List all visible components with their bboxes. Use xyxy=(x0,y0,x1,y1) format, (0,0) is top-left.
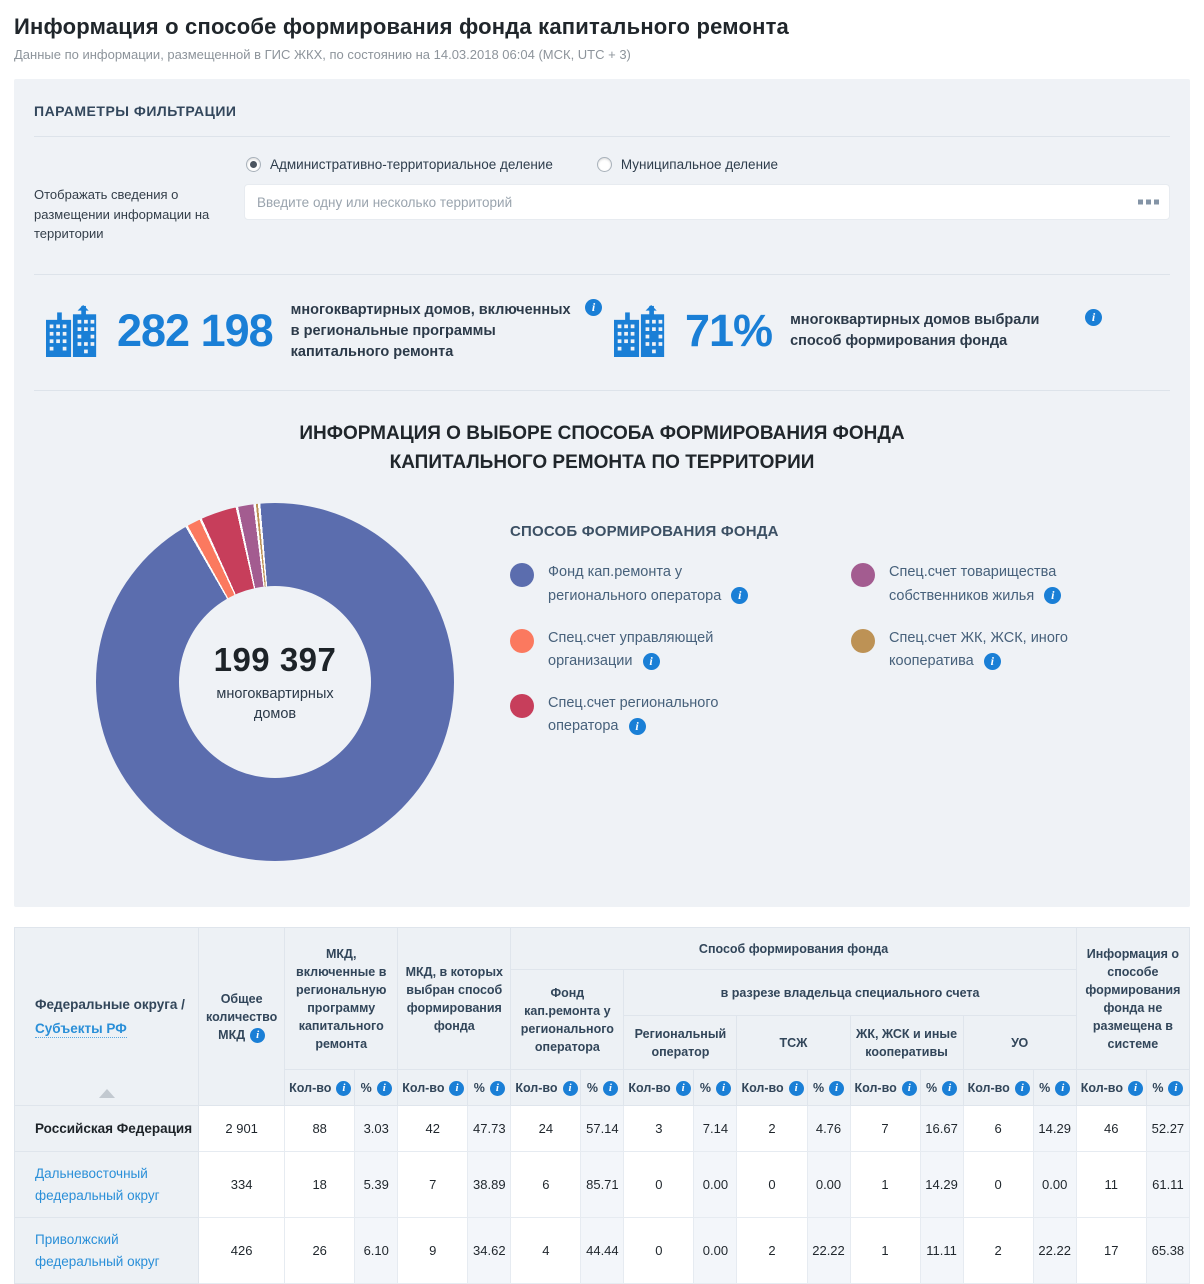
info-icon[interactable]: i xyxy=(603,1081,618,1096)
table-cell: 3.03 xyxy=(355,1106,398,1152)
table-cell: 0 xyxy=(624,1218,694,1284)
table-cell: 22.22 xyxy=(1033,1218,1076,1284)
info-icon[interactable]: i xyxy=(377,1081,392,1096)
table-cell: 4 xyxy=(511,1218,581,1284)
donut-center xyxy=(179,586,371,778)
stat-total-text: многоквартирных домов, включенных в региональные программы капитального ремонта xyxy=(290,301,571,360)
col-header-chosen: МКД, в которых выбран способ формирования фонда xyxy=(398,928,511,1070)
table-cell: 17 xyxy=(1076,1218,1146,1284)
table-cell: 0 xyxy=(737,1152,807,1218)
stat-total-description xyxy=(291,300,602,363)
table-cell: 334 xyxy=(199,1152,285,1218)
summary-panel xyxy=(14,79,1190,907)
legend-dot xyxy=(510,563,534,587)
chart-title-line1: ИНФОРМАЦИЯ О ВЫБОРЕ СПОСОБА ФОРМИРОВАНИЯ ФОНДА xyxy=(299,422,905,444)
row-name xyxy=(15,1218,199,1284)
info-icon[interactable]: i xyxy=(1055,1081,1070,1096)
table-cell: 2 xyxy=(963,1218,1033,1284)
table-cell: 1 xyxy=(850,1218,920,1284)
territory-input[interactable] xyxy=(244,184,1170,220)
legend-dot xyxy=(851,563,875,587)
stat-percent-text: многоквартирных домов выбрали способ формирования фонда xyxy=(790,312,1040,350)
region-link[interactable]: Приволжский федеральный округ xyxy=(35,1232,160,1269)
radio-municipal-division[interactable] xyxy=(597,157,778,172)
donut-center-label: многоквартирных домов xyxy=(216,685,334,722)
subheader-pct: % i xyxy=(468,1070,511,1106)
radio-admin-division[interactable] xyxy=(246,157,553,172)
legend-dot xyxy=(851,629,875,653)
subheader-count: Кол-во i xyxy=(737,1070,807,1106)
table-cell: 0.00 xyxy=(807,1152,850,1218)
stat-percent-chosen xyxy=(602,300,1170,363)
chart-legend xyxy=(510,503,1101,861)
subjects-rf-link[interactable]: Субъекты РФ xyxy=(35,1020,127,1036)
stats-section xyxy=(14,275,1190,390)
regions-table xyxy=(14,927,1190,1284)
info-icon[interactable]: i xyxy=(731,587,748,604)
chart-section xyxy=(14,391,1190,908)
subheader-pct: % i xyxy=(355,1070,398,1106)
table-cell: 4.76 xyxy=(807,1106,850,1152)
table-cell: 47.73 xyxy=(468,1106,511,1152)
info-icon[interactable]: i xyxy=(643,653,660,670)
subheader-pct: % i xyxy=(1033,1070,1076,1106)
table-cell: 42 xyxy=(398,1106,468,1152)
info-icon[interactable]: i xyxy=(942,1081,957,1096)
subheader-pct: % i xyxy=(920,1070,963,1106)
table-cell: 0 xyxy=(624,1152,694,1218)
info-icon[interactable]: i xyxy=(1128,1081,1143,1096)
table-cell: 9 xyxy=(398,1218,468,1284)
territory-filter-label: Отображать сведения о размещении информации на территории xyxy=(34,187,210,241)
stat-percent-description xyxy=(790,310,1102,352)
info-icon[interactable]: i xyxy=(490,1081,505,1096)
table-cell: 0.00 xyxy=(1033,1152,1076,1218)
col-header-tsj: ТСЖ xyxy=(737,1016,850,1070)
info-icon[interactable]: i xyxy=(449,1081,464,1096)
subheader-pct: % i xyxy=(807,1070,850,1106)
legend-item-tsj-account: Спец.счет товарищества собственников жилья i xyxy=(851,561,1101,607)
table-cell: 6.10 xyxy=(355,1218,398,1284)
col-header-fund-regop: Фонд кап.ремонта у регионального оператора xyxy=(511,970,624,1070)
stat-percent-value: 71% xyxy=(685,305,773,357)
col-header-included: МКД, включенные в региональную программу капитального ремонта xyxy=(285,928,398,1070)
table-cell: 0.00 xyxy=(694,1218,737,1284)
table-cell: 46 xyxy=(1076,1106,1146,1152)
subheader-count: Кол-во i xyxy=(511,1070,581,1106)
subheader-count: Кол-во i xyxy=(624,1070,694,1106)
info-icon[interactable]: i xyxy=(1044,587,1061,604)
col-header-regions: Федеральные округа / Субъекты РФ xyxy=(15,928,199,1106)
table-cell: 16.67 xyxy=(920,1106,963,1152)
divider xyxy=(34,136,1170,137)
table-cell: 52.27 xyxy=(1146,1106,1189,1152)
legend-item-coop-account: Спец.счет ЖК, ЖСК, иного кооператива i xyxy=(851,627,1101,673)
donut-center-value: 199 397 xyxy=(213,640,337,678)
table-cell: 65.38 xyxy=(1146,1218,1189,1284)
col-header-uo: УО xyxy=(963,1016,1076,1070)
row-name xyxy=(15,1152,199,1218)
col-header-regop: Региональный оператор xyxy=(624,1016,737,1070)
row-name: Российская Федерация xyxy=(15,1106,199,1152)
info-icon[interactable]: i xyxy=(1085,309,1102,326)
col-header-coop: ЖК, ЖСК и иные кооперативы xyxy=(850,1016,963,1070)
table-cell: 7.14 xyxy=(694,1106,737,1152)
table-cell: 14.29 xyxy=(920,1152,963,1218)
info-icon[interactable]: i xyxy=(1168,1081,1183,1096)
table-cell: 44.44 xyxy=(581,1218,624,1284)
table-cell: 1 xyxy=(850,1152,920,1218)
table-cell: 34.62 xyxy=(468,1218,511,1284)
table-cell: 24 xyxy=(511,1106,581,1152)
subheader-count: Кол-во i xyxy=(398,1070,468,1106)
radio-selected-icon xyxy=(246,157,261,172)
info-icon[interactable]: i xyxy=(716,1081,731,1096)
table-cell: 2 901 xyxy=(199,1106,285,1152)
info-icon[interactable]: i xyxy=(984,653,1001,670)
info-icon[interactable]: i xyxy=(563,1081,578,1096)
info-icon[interactable]: i xyxy=(336,1081,351,1096)
table-cell: 426 xyxy=(199,1218,285,1284)
region-link[interactable]: Дальневосточный федеральный округ xyxy=(35,1166,160,1203)
table-cell: 2 xyxy=(737,1106,807,1152)
table-cell: 6 xyxy=(511,1152,581,1218)
stat-total-value: 282 198 xyxy=(117,305,273,357)
legend-title: СПОСОБ ФОРМИРОВАНИЯ ФОНДА xyxy=(510,523,779,541)
table-cell: 7 xyxy=(850,1106,920,1152)
table-cell: 2 xyxy=(737,1218,807,1284)
page-title: Информация о способе формирования фонда капитального ремонта xyxy=(14,14,789,39)
info-icon[interactable]: i xyxy=(676,1081,691,1096)
table-cell: 5.39 xyxy=(355,1152,398,1218)
table-cell: 26 xyxy=(285,1218,355,1284)
info-icon[interactable]: i xyxy=(250,1028,265,1043)
info-icon[interactable]: i xyxy=(1015,1081,1030,1096)
info-icon[interactable]: i xyxy=(629,718,646,735)
chart-title xyxy=(74,419,1130,478)
radio-admin-label: Административно-территориальное деление xyxy=(270,157,553,172)
info-icon[interactable]: i xyxy=(902,1081,917,1096)
filter-section xyxy=(14,79,1190,274)
legend-item-regop-account: Спец.счет регионального оператора i xyxy=(510,692,851,738)
info-icon[interactable]: i xyxy=(829,1081,844,1096)
info-icon[interactable]: i xyxy=(789,1081,804,1096)
table-cell: 22.22 xyxy=(807,1218,850,1284)
table-cell: 14.29 xyxy=(1033,1106,1076,1152)
table-cell: 6 xyxy=(963,1106,1033,1152)
table-cell: 88 xyxy=(285,1106,355,1152)
subheader-count: Кол-во i xyxy=(1076,1070,1146,1106)
legend-dot xyxy=(510,694,534,718)
legend-dot xyxy=(510,629,534,653)
table-cell: 18 xyxy=(285,1152,355,1218)
table-cell: 11 xyxy=(1076,1152,1146,1218)
table-cell: 0 xyxy=(963,1152,1033,1218)
col-header-total-mkd: Общее количество МКД i xyxy=(199,928,285,1106)
subheader-count: Кол-во i xyxy=(850,1070,920,1106)
subheader-pct: % i xyxy=(1146,1070,1189,1106)
filter-heading: ПАРАМЕТРЫ ФИЛЬТРАЦИИ xyxy=(34,103,237,119)
page-subtitle: Данные по информации, размещенной в ГИС ЖКХ, по состоянию на 14.03.2018 06:04 (МСК, UTC + 3) xyxy=(14,47,631,62)
col-header-noinfo: Информация о способе формирования фонда не размещена в системе xyxy=(1076,928,1189,1070)
table-cell: 7 xyxy=(398,1152,468,1218)
table-cell: 85.71 xyxy=(581,1152,624,1218)
table-cell: 3 xyxy=(624,1106,694,1152)
stat-total-houses xyxy=(34,300,602,363)
radio-unselected-icon xyxy=(597,157,612,172)
subheader-count: Кол-во i xyxy=(963,1070,1033,1106)
subheader-pct: % i xyxy=(694,1070,737,1106)
buildings-icon xyxy=(612,305,668,357)
radio-municipal-label: Муниципальное деление xyxy=(620,157,779,172)
subheader-pct: % i xyxy=(581,1070,624,1106)
territory-picker-ellipsis-icon[interactable] xyxy=(1138,196,1159,209)
col-header-method: Способ формирования фонда xyxy=(511,928,1076,970)
table-cell: 61.11 xyxy=(1146,1152,1189,1218)
chart-title-line2: КАПИТАЛЬНОГО РЕМОНТА ПО ТЕРРИТОРИИ xyxy=(389,451,815,473)
donut-chart[interactable] xyxy=(96,503,454,861)
table-row-volga xyxy=(15,1218,1190,1284)
table-cell: 38.89 xyxy=(468,1152,511,1218)
subheader-count: Кол-во i xyxy=(285,1070,355,1106)
legend-item-uk-account: Спец.счет управляющей организации i xyxy=(510,627,851,673)
col-header-special-owner: в разрезе владельца специального счета xyxy=(624,970,1076,1016)
table-cell: 57.14 xyxy=(581,1106,624,1152)
buildings-icon xyxy=(44,305,100,357)
table-row-russia xyxy=(15,1106,1190,1152)
table-row-far-east xyxy=(15,1152,1190,1218)
table-cell: 0.00 xyxy=(694,1152,737,1218)
sort-asc-icon[interactable] xyxy=(99,1089,115,1098)
info-icon[interactable]: i xyxy=(585,299,602,316)
table-cell: 11.11 xyxy=(920,1218,963,1284)
legend-item-regop-fund: Фонд кап.ремонта у регионального оператора i xyxy=(510,561,851,607)
